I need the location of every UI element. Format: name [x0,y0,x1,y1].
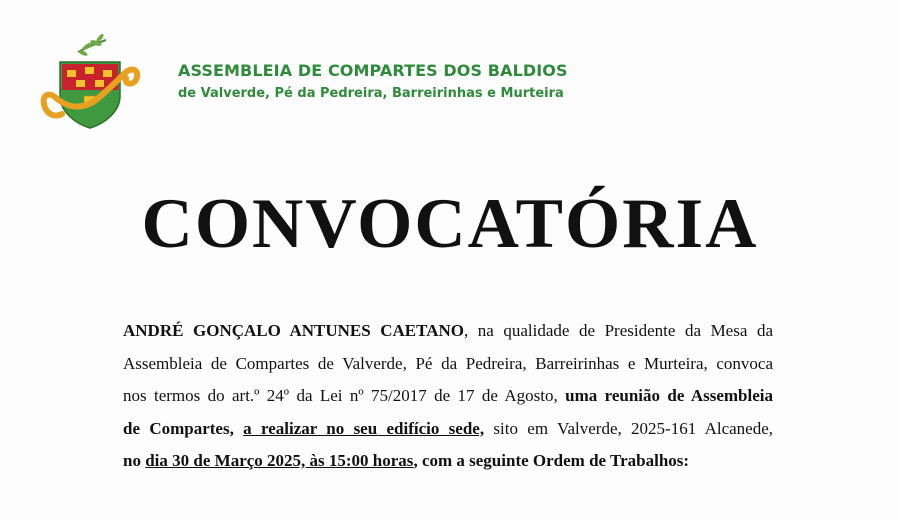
paragraph-line: ANDRÉ GONÇALO ANTUNES CAETANO, na qualidade de Presidente da Mesa da [123,321,773,340]
coat-of-arms-icon [38,34,142,130]
paragraph-line: no dia 30 de Março 2025, às 15:00 horas, com a seguinte Ordem de Trabalhos: [123,451,690,470]
organization-name: ASSEMBLEIA DE COMPARTES DOS BALDIOS [178,61,568,80]
organization-subtitle: de Valverde, Pé da Pedreira, Barreirinhas e Murteira [178,86,564,101]
paragraph-line: de Compartes, a realizar no seu edifício sede, sito em Valverde, 2025-161 Alcanede, [123,418,774,438]
venue-underlined: a realizar no seu edifício sede, [243,418,485,438]
paragraph-line: nos termos do art.º 24º da Lei nº 75/2017 de 17 de Agosto, uma reunião de Assembleia [123,386,773,405]
organization-header [178,59,568,105]
meeting-date: dia 30 de Março 2025, às 15:00 horas [145,451,414,470]
president-name: ANDRÉ GONÇALO ANTUNES CAETANO [123,321,464,340]
convocation-paragraph [123,315,773,478]
document-title: CONVOCATÓRIA [141,185,759,263]
paragraph-line: Assembleia de Compartes de Valverde, Pé da Pedreira, Barreirinhas e Murteira, convoca [123,353,773,373]
meeting-emphasis: uma reunião de Assembleia [565,386,773,405]
